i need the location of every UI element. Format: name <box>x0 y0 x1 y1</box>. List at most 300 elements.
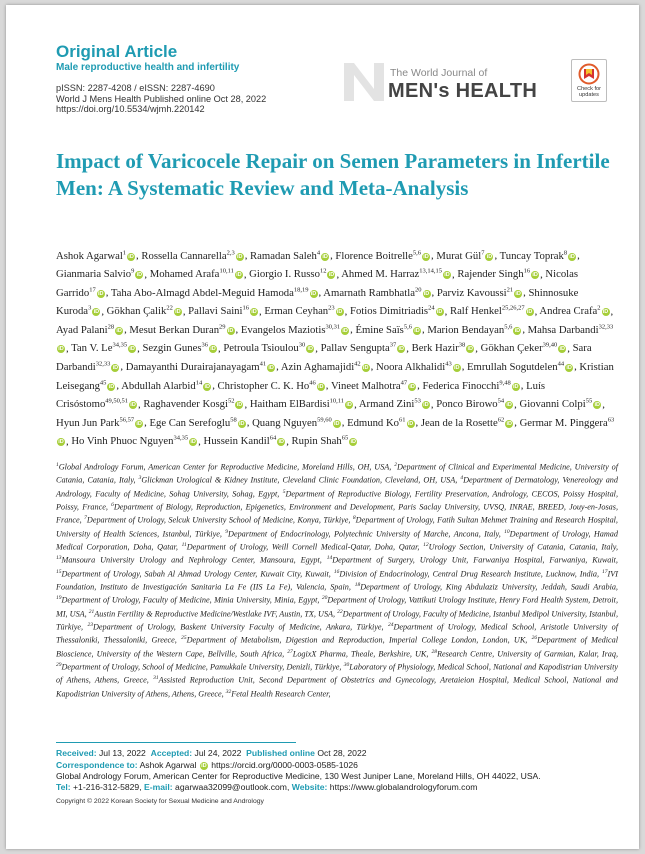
author-affiliation-sup: 21 <box>506 286 514 294</box>
orcid-icon[interactable]: iD <box>407 420 414 427</box>
author <box>142 342 218 354</box>
orcid-icon[interactable]: iD <box>336 309 343 316</box>
orcid-icon[interactable]: iD <box>506 420 512 427</box>
orcid-icon[interactable]: iD <box>423 402 429 409</box>
orcid-icon[interactable]: iD <box>201 763 207 769</box>
author-affiliation-sup: 37 <box>389 341 397 349</box>
author-affiliation-sup: 62 <box>497 416 505 424</box>
author-name: Marion Bendayan <box>427 323 505 336</box>
doi-link[interactable]: https://doi.org/10.5534/wjmh.220142 <box>56 104 205 115</box>
orcid-icon[interactable]: iD <box>526 309 533 316</box>
affiliation-number: 13 <box>56 555 62 562</box>
affiliation-text: Mansoura University Urology and Nephrology Center, Mansoura, Egypt, <box>61 556 327 566</box>
author <box>241 324 350 336</box>
author <box>249 268 336 280</box>
affiliation-text: Department of Urology, King Abdulaziz University, Jeddah, Saudi Arabia, <box>360 582 618 592</box>
article-meta <box>56 83 266 115</box>
correspondence-orcid[interactable]: https://orcid.org/0000-0003-0585-1026 <box>211 760 358 770</box>
author-affiliation-sup: 17 <box>89 286 96 294</box>
author-affiliation-sup: 16 <box>242 304 249 312</box>
author-name: Sara Darbandi <box>56 342 592 373</box>
author-affiliation-sup: 47 <box>400 378 408 386</box>
correspondence-name: Ashok Agarwal <box>139 760 197 770</box>
author-affiliation-sup: 1 <box>122 249 127 256</box>
orcid-icon[interactable]: iD <box>236 402 243 409</box>
author-name: Edmund Ko <box>347 416 400 429</box>
author-name: Ayad Palani <box>56 323 108 336</box>
author <box>264 305 344 317</box>
affiliation-number: 26 <box>531 635 538 642</box>
author-affiliation-sup: 12 <box>319 267 327 275</box>
affiliation-text: Department of Urology, Vattikuti Urology Institute, Henry Ford Health System, Detroit, MI, USA, <box>56 596 618 619</box>
author-name: Ashok Agarwal <box>56 249 123 262</box>
orcid-icon[interactable]: iD <box>116 327 122 334</box>
orcid-icon[interactable]: iD <box>310 290 317 297</box>
affiliation-text: Department of Biology, Reproduction, Epigenetics, Environment and Development, Paris Saclay University, UVSQ, INRAE, BREED, Jouy-en-Josas, France, <box>56 502 618 526</box>
author <box>436 398 514 410</box>
author-name: Quang Nguyen <box>252 416 318 429</box>
author-affiliation-sup: 13,14,15 <box>419 267 443 275</box>
affiliation-number: 11 <box>181 541 187 548</box>
affiliation-number: 8 <box>352 515 356 522</box>
article-title: Impact of Varicocele Repair on Semen Parameters in Infertile Men: A Systematic Review and Meta-Analysis <box>56 149 610 200</box>
author <box>376 361 462 373</box>
author <box>335 250 431 262</box>
author-name: Berk Hazir <box>411 342 459 355</box>
author-affiliation-sup: 14 <box>195 378 203 386</box>
author <box>111 287 319 299</box>
author-affiliation-sup: 5,6 <box>504 323 513 331</box>
affiliation-text: Research Centre, University of Garmian, Kalar, Iraq, <box>436 649 618 659</box>
author-name: Pallav Sengupta <box>320 342 390 355</box>
orcid-icon[interactable]: iD <box>175 309 181 316</box>
affiliation-number: 2 <box>394 462 397 468</box>
author <box>71 342 137 354</box>
author-affiliation-sup: 63 <box>607 416 615 424</box>
received-date: Jul 13, 2022 <box>99 748 146 758</box>
orcid-icon[interactable]: iD <box>204 383 210 390</box>
journal-name-small: The World Journal of <box>390 67 488 79</box>
affiliation-text: Department of Urology, School of Medicine, Pamukkale University, Denizli, Türkiye, <box>61 662 344 672</box>
author <box>141 250 244 262</box>
affiliation-number: 18 <box>354 581 361 588</box>
orcid-icon[interactable]: iD <box>328 272 335 279</box>
author <box>56 417 144 429</box>
author <box>56 268 144 280</box>
author <box>436 250 494 262</box>
author-name: Giovanni Colpi <box>519 398 586 411</box>
orcid-icon[interactable]: iD <box>307 346 313 353</box>
orcid-icon[interactable]: iD <box>514 327 521 334</box>
author-affiliation-sup: 65 <box>341 434 349 442</box>
orcid-icon[interactable]: iD <box>136 420 142 427</box>
author-list: Ashok Agarwal$^1$iD , Rossella Cannarella$^{2,3}$iD , Ramadan Saleh$^4$iD , Florence Boitrelle$^{5,6}$iD , Murat Gül$^7$iD , Tuncay Toprak$^8$iD , Gianmaria Salvio$^9$iD , Mohamed Arafa$^{10,11}$iD , Giorgio I. Russo$^{12}$iD , Ahmed M. Harraz$^{13,14,15}$iD , Rajender Singh$^{16}$iD , Nicolas Garrido$^{17}$iD , Taha Abo-Almagd Abdel-Meguid Hamoda$^{18,19}$iD , Amarnath Rambhatla$^{20}$iD , Parviz Kavoussi$^{21}$iD , Shinnosuke Kuroda$^3$iD , Gökhan Çalik$^{22}$iD , Pallavi Saini$^{16}$iD , Erman Ceyhan$^{23}$iD , Fotios Dimitriadis$^{24}$iD , Ralf Henkel$^{25,26,27}$iD , Andrea Crafa$^2$iD , Ayad Palani$^{28}$iD , Mesut Berkan Duran$^{29}$iD , Evangelos Maziotis$^{30,31}$iD , Émine Saïs$^{5,6}$iD , Marion Bendayan$^{5,6}$iD , Mahsa Darbandi$^{32,33}$iD , Tan V. Le$^{34,35}$iD , Sezgin Gunes$^{36}$iD , Petroula Tsioulou$^{30}$iD , Pallav Sengupta$^{37}$iD , Berk Hazir$^{38}$iD , Gökhan Çeker$^{39,40}$iD , Sara Darbandi$^{32,33}$iD , Damayanthi Durairajanayagam$^{41}$iD , Azin Aghamajidi$^{42}$iD , Noora Alkhalidi$^{43}$iD , Emrullah Sogutdelen$^{44}$iD , Kristian Leisegang$^{45}$iD , Abdullah Alarbid$^{14}$iD , Christopher C. K. Ho$^{46}$iD , Vineet Malhotra$^{47}$iD , Federica Finocchi$^{9,48}$iD , Luís Crisóstomo$^{49,50,51}$iD , Raghavender Kosgi$^{52}$iD , Haitham ElBardisi$^{10,11}$iD , Armand Zini$^{53}$iD , Ponco Birowo$^{54}$iD , Giovanni Colpi$^{55}$iD , Hyun Jun Park$^{56,57}$iD , Ege Can Serefoglu$^{58}$iD , Quang Nguyen$^{59,60}$iD , Edmund Ko$^{61}$iD , Jean de la Rosette$^{62}$iD , Germar M. Pinggera$^{63}$iD , Ho Vinh Phuoc Nguyen$^{34,35}$iD , Hussein Kandil$^{64}$iD , Rupin Shah$^{65}$iD <box>56 249 615 448</box>
orcid-icon[interactable]: iD <box>322 253 328 260</box>
author-name: Ralf Henkel <box>449 305 502 318</box>
orcid-icon[interactable]: iD <box>515 290 521 297</box>
author-name: Hussein Kandil <box>203 435 270 448</box>
orcid-icon[interactable]: iD <box>268 364 274 371</box>
correspondence-label: Correspondence to: <box>56 760 138 770</box>
author <box>500 250 578 262</box>
author <box>539 305 610 317</box>
orcid-icon[interactable]: iD <box>350 439 356 446</box>
author-name: Pallavi Saini <box>188 305 243 318</box>
author <box>121 380 212 392</box>
author <box>355 324 422 336</box>
author-name: Murat Gül <box>436 249 482 262</box>
tel-value: +1-216-312-5829, <box>73 782 142 792</box>
correspondence-address: Global Andrology Forum, American Center for Reproductive Medicine, 130 West Juniper Lane, Moreland Hills, OH 44022, USA. <box>56 771 541 781</box>
author-name: Ponco Birowo <box>436 398 498 411</box>
author-affiliation-sup: 7 <box>481 249 485 256</box>
orcid-icon[interactable]: iD <box>108 383 115 390</box>
orcid-icon[interactable]: iD <box>409 383 415 390</box>
email-value[interactable]: agarwaa32099@outlook.com, <box>175 782 290 792</box>
affiliation-number: 7 <box>84 515 87 522</box>
affiliation-number: 32 <box>225 688 232 695</box>
article-page <box>6 5 639 849</box>
orcid-icon[interactable]: iD <box>532 272 538 279</box>
author-name: Damayanthi Durairajanayagam <box>125 360 260 373</box>
footer-divider <box>56 742 296 743</box>
author <box>129 324 235 336</box>
affiliation-text: Austin Fertility & Reproductive Medicine/Westlake IVF, Austin, TX, USA, <box>94 609 338 619</box>
author-name: Kristian Leisegang <box>56 360 614 392</box>
author-affiliation-sup: 59,60 <box>317 416 332 424</box>
orcid-icon[interactable]: iD <box>342 327 348 334</box>
copyright: Copyright © 2022 Korean Society for Sexual Medicine and Andrology <box>56 798 264 805</box>
affiliation-text: Department of Medical Bioscience, University of the Western Cape, Bellville, South Africa, <box>56 636 618 659</box>
affiliation-text: Department of Urology, Faculty of Medicine, Istanbul Medipol University, Istanbul, Türkiye, <box>56 609 618 632</box>
author <box>250 398 354 410</box>
author-affiliation-sup: 61 <box>399 416 406 424</box>
author-name: Fotios Dimitriadis <box>350 305 429 318</box>
author-affiliation-sup: 53 <box>414 397 421 405</box>
author-affiliation-sup: 28 <box>107 323 115 331</box>
affiliation-text: Global Andrology Forum, American Center for Reproductive Medicine, Moreland Hills, OH, USA, <box>58 462 395 472</box>
author-name: Germar M. Pinggera <box>519 416 608 429</box>
author-affiliation-sup: 41 <box>259 360 267 368</box>
author <box>347 417 415 429</box>
correspondence <box>56 760 616 793</box>
author-name: Christopher C. K. Ho <box>217 379 310 392</box>
affiliation-text: Assisted Reproduction Unit, Second Department of Obstetrics and Gynecology, Aretaieion Hospital, Medical School, National and Kapodistrian University of Athens, Athens, Greece, <box>56 675 618 699</box>
author-name: Gianmaria Salvio <box>56 268 132 281</box>
author <box>467 361 574 373</box>
article-type: Original Article <box>56 42 178 61</box>
author-name: Jean de la Rosette <box>420 416 498 429</box>
author-affiliation-sup: 58 <box>230 416 237 424</box>
orcid-icon[interactable]: iD <box>58 439 64 446</box>
author-name: Abdullah Alarbid <box>121 379 196 392</box>
author-affiliation-sup: 3 <box>88 304 92 312</box>
author-name: Mesut Berkan Duran <box>129 323 220 336</box>
orcid-icon[interactable]: iD <box>129 346 135 353</box>
author-name: Hyun Jun Park <box>56 416 120 429</box>
author-affiliation-sup: 29 <box>219 323 226 331</box>
author-affiliation-sup: 2,3 <box>226 249 235 256</box>
author-name: Giorgio I. Russo <box>249 268 320 281</box>
affiliation-text: Laboratory of Physiology, Medical School, National and Kapodistrian University of Athens, Athens, Greece, <box>56 662 618 685</box>
online-label: Published online <box>246 748 315 758</box>
author-affiliation-sup: 44 <box>557 360 565 368</box>
author <box>427 324 522 336</box>
publication-line: World J Mens Health Published online Oct 28, 2022 <box>56 93 267 104</box>
affiliation-text: Department of Endocrinology, Polytechnic University of Marche, Ancona, Italy, <box>228 529 505 539</box>
author <box>56 250 136 262</box>
orcid-icon[interactable]: iD <box>414 327 420 334</box>
author <box>143 398 244 410</box>
author-name: Azin Aghamajidi <box>280 360 355 373</box>
author-affiliation-sup: 32,33 <box>95 360 111 368</box>
author-affiliation-sup: 30 <box>298 341 306 349</box>
author <box>321 342 407 354</box>
affiliation-number: 23 <box>87 621 93 628</box>
author <box>107 305 183 317</box>
author-affiliation-sup: 23 <box>328 304 335 312</box>
orcid-icon[interactable]: iD <box>512 383 519 390</box>
journal-logo-icon <box>340 59 388 103</box>
author-affiliation-sup: 43 <box>445 360 452 368</box>
author-name: Federica Finocchi <box>422 379 500 392</box>
orcid-icon[interactable]: iD <box>210 346 216 353</box>
author-affiliation-sup: 10,11 <box>219 267 234 275</box>
author-affiliation-sup: 34,35 <box>112 341 128 349</box>
orcid-icon[interactable]: iD <box>136 272 143 279</box>
orcid-icon[interactable]: iD <box>346 402 352 409</box>
author-name: Evangelos Maziotis <box>240 323 326 336</box>
orcid-icon[interactable]: iD <box>594 402 600 409</box>
orcid-icon[interactable]: iD <box>436 309 443 316</box>
orcid-icon[interactable]: iD <box>362 364 369 371</box>
author <box>450 305 535 317</box>
affiliation-number: 28 <box>431 648 437 655</box>
author-affiliation-sup: 42 <box>354 360 361 368</box>
orcid-icon[interactable]: iD <box>98 290 104 297</box>
received-label: Received: <box>56 748 97 758</box>
author-affiliation-sup: 5,6 <box>412 249 422 256</box>
author-name: Rajender Singh <box>457 268 524 281</box>
affiliation-text: Department of Urology, Fatih Sultan Mehmet Training and Research Hospital, University of Health Sciences, Istanbul, Türkiye, <box>56 516 618 539</box>
author-affiliation-sup: 20 <box>415 286 422 294</box>
author-affiliation-sup: 34,35 <box>173 434 189 442</box>
orcid-icon[interactable]: iD <box>58 346 64 353</box>
affiliation-text: Department of Metabolism, Digestion and Reproduction, Imperial College London, London, UK, <box>186 636 532 645</box>
author-affiliation-sup: 45 <box>99 378 107 386</box>
author <box>126 361 276 373</box>
orcid-icon[interactable]: iD <box>423 290 430 297</box>
orcid-icon[interactable]: iD <box>128 253 134 260</box>
author <box>150 417 247 429</box>
affiliation-number: 3 <box>138 475 142 482</box>
orcid-icon[interactable]: iD <box>467 346 474 353</box>
author-affiliation-sup: 9 <box>131 267 135 275</box>
author <box>56 324 124 336</box>
orcid-icon[interactable]: iD <box>112 364 119 371</box>
author-affiliation-sup: 38 <box>458 341 466 349</box>
author-affiliation-sup: 64 <box>269 434 277 442</box>
affiliation-number: 14 <box>326 555 333 562</box>
affiliation-text: Department of Urology, Selcuk University School of Medicine, Konya, Türkiye, <box>86 516 353 526</box>
affiliation-number: 6 <box>111 501 114 508</box>
author-name: Nicolas Garrido <box>56 268 579 299</box>
affiliation-text: LogixX Pharma, Theale, Berkshire, UK, <box>292 649 432 659</box>
author-name: Haitham ElBardisi <box>249 398 330 411</box>
orcid-icon[interactable]: iD <box>236 253 243 260</box>
orcid-icon[interactable]: iD <box>333 420 340 427</box>
author <box>150 268 244 280</box>
affiliation-text: Department of Clinical and Experimental Medicine, University of Catania, Catania, Italy, <box>56 462 618 486</box>
author-affiliation-sup: 46 <box>309 378 316 386</box>
author-name: Armand Zini <box>358 398 415 411</box>
orcid-icon[interactable]: iD <box>278 439 284 446</box>
affiliation-number: 16 <box>333 568 340 575</box>
author-name: Raghavender Kosgi <box>143 398 228 411</box>
author-name: Ho Vinh Phuoc Nguyen <box>71 435 174 448</box>
orcid-icon[interactable]: iD <box>566 364 572 371</box>
author-affiliation-sup: 32,33 <box>598 323 614 331</box>
affiliation-text: Department of Urology, Sabah Al Ahmad Urology Center, Kuwait City, Kuwait, <box>61 569 334 579</box>
orcid-icon[interactable]: iD <box>318 383 324 390</box>
orcid-icon[interactable]: iD <box>398 346 404 353</box>
orcid-icon[interactable]: iD <box>130 402 136 409</box>
affiliation-number: 15 <box>56 568 62 575</box>
journal-name-big: MEN's HEALTH <box>388 80 538 102</box>
check-for-updates-icon <box>578 63 600 85</box>
author-affiliation-sup: 39,40 <box>542 341 558 349</box>
orcid-icon[interactable]: iD <box>444 272 450 279</box>
affiliation-text: Department of Reproductive Biology, Fertility Preservation, Andrology, CECOS, Poissy Hospital, Poissy, France, <box>56 489 618 512</box>
author-affiliation-sup: 22 <box>166 304 173 312</box>
author-name: Vineet Malhotra <box>330 379 401 392</box>
author-name: Ahmed M. Harraz <box>341 268 420 281</box>
orcid-icon[interactable]: iD <box>486 253 493 260</box>
author-name: Shinnosuke Kuroda <box>56 286 579 318</box>
check-for-updates-label: Check for updates <box>577 86 601 98</box>
author-name: Erman Ceyhan <box>264 305 329 318</box>
author-name: Emrullah Sogutdelen <box>467 360 558 373</box>
author <box>71 435 198 447</box>
author <box>331 380 417 392</box>
affiliation-text: Division of Endocrinology, Central Drug Research Institute, Lucknow, India, <box>339 569 603 579</box>
affiliation-text: IVI Foundation, Instituto de Investigación Sanitaria La Fe (IIS La Fe), Valencia, Spain, <box>56 569 618 592</box>
author-name: Gökhan Çalik <box>106 305 167 318</box>
affiliation-number: 17 <box>602 568 608 575</box>
orcid-icon[interactable]: iD <box>602 309 609 316</box>
author-affiliation-sup: 56,57 <box>119 416 135 424</box>
author-name: Gökhan Çeker <box>480 342 543 355</box>
orcid-icon[interactable]: iD <box>569 253 575 260</box>
affiliation-number: 20 <box>321 595 328 602</box>
orcid-icon[interactable]: iD <box>506 402 512 409</box>
orcid-icon[interactable]: iD <box>423 253 429 260</box>
affiliation-text: Department of Surgery, Urology Unit, Farwaniya Hospital, Farwaniya, Kuwait, <box>332 556 618 566</box>
author-affiliation-sup: 8 <box>563 249 568 256</box>
affiliation-number: 9 <box>225 528 229 535</box>
affiliation-number: 27 <box>287 648 293 655</box>
orcid-icon[interactable]: iD <box>236 272 242 279</box>
affiliation-number: 31 <box>153 675 159 682</box>
author <box>457 268 540 280</box>
affiliation-text: Department of Urology, Weill Cornell Medical-Qatar, Doha, Qatar, <box>186 542 424 552</box>
author <box>422 380 520 392</box>
orcid-icon[interactable]: iD <box>251 309 257 316</box>
journal-logo <box>340 59 558 103</box>
author <box>359 398 431 410</box>
author-name: Sezgin Gunes <box>142 342 202 355</box>
author-name: Rossella Cannarella <box>141 249 227 262</box>
affiliation-number: 19 <box>56 595 62 602</box>
affiliation-text: Department of Urology, Baskent University Faculty of Medicine, Ankara, Türkiye, <box>92 622 388 632</box>
email-label: E-mail: <box>144 782 173 792</box>
issn: pISSN: 2287-4208 / eISSN: 2287-4690 <box>56 83 215 93</box>
author <box>292 435 359 447</box>
author-name: Rupin Shah <box>291 435 342 448</box>
accepted-label: Accepted: <box>150 748 193 758</box>
author-affiliation-sup: 4 <box>316 249 321 256</box>
author-name: Tuncay Toprak <box>499 249 564 262</box>
affiliation-number: 22 <box>337 608 343 615</box>
affiliation-number: 12 <box>423 541 429 548</box>
author-affiliation-sup: 30,31 <box>325 323 341 331</box>
affiliation-number: 24 <box>387 621 394 628</box>
accepted-date: Jul 24, 2022 <box>194 748 242 758</box>
check-for-updates-badge[interactable] <box>571 59 607 102</box>
website-value[interactable]: https://www.globalandrologyforum.com <box>329 782 478 792</box>
orcid-icon[interactable]: iD <box>93 309 100 316</box>
author <box>204 435 287 447</box>
author <box>218 380 326 392</box>
orcid-icon[interactable]: iD <box>453 364 460 371</box>
author-name: Florence Boitrelle <box>335 249 413 262</box>
affiliation-list <box>56 460 618 700</box>
affiliation-text: Fetal Health Research Center, <box>231 689 331 699</box>
author <box>223 342 315 354</box>
dates-line <box>56 748 367 758</box>
author-name: Tan V. Le <box>71 342 113 355</box>
orcid-icon[interactable]: iD <box>227 327 234 334</box>
orcid-icon[interactable]: iD <box>238 420 245 427</box>
author-affiliation-sup: 55 <box>585 397 593 405</box>
author <box>481 342 568 354</box>
author-name: Taha Abo-Almagd Abdel-Meguid Hamoda <box>110 286 294 299</box>
author-name: Émine Saïs <box>355 323 404 336</box>
author-name: Parviz Kavoussi <box>436 286 507 299</box>
article-section: Male reproductive health and infertility <box>56 62 240 73</box>
author-affiliation-sup: 52 <box>227 397 235 405</box>
author <box>341 268 452 280</box>
author-affiliation-sup: 16 <box>523 267 531 275</box>
author <box>421 417 514 429</box>
online-date: Oct 28, 2022 <box>317 748 367 758</box>
affiliation-text: Department of Urology, Medical School, Aristotle University of Thessaloniki, Thessaloniki, Greece, <box>56 622 618 645</box>
affiliation-number: 25 <box>181 635 187 642</box>
author-name: Mohamed Arafa <box>149 268 220 281</box>
author-affiliation-sup: 25,26,27 <box>501 304 525 312</box>
orcid-icon[interactable]: iD <box>559 346 566 353</box>
affiliation-text: Department of Urology, Faculty of Medicine, Minia University, Minia, Egypt, <box>61 596 322 606</box>
author-name: Ramadan Saleh <box>250 249 317 262</box>
affiliation-number: 10 <box>504 528 510 535</box>
author-name: Luís Crisóstomo <box>56 379 546 411</box>
orcid-icon[interactable]: iD <box>190 439 196 446</box>
author-affiliation-sup: 5,6 <box>403 323 412 331</box>
author-name: Mahsa Darbandi <box>527 323 599 336</box>
author-affiliation-sup: 49,50,51 <box>105 397 129 405</box>
author-affiliation-sup: 24 <box>428 304 435 312</box>
affiliation-number: 21 <box>88 608 95 615</box>
